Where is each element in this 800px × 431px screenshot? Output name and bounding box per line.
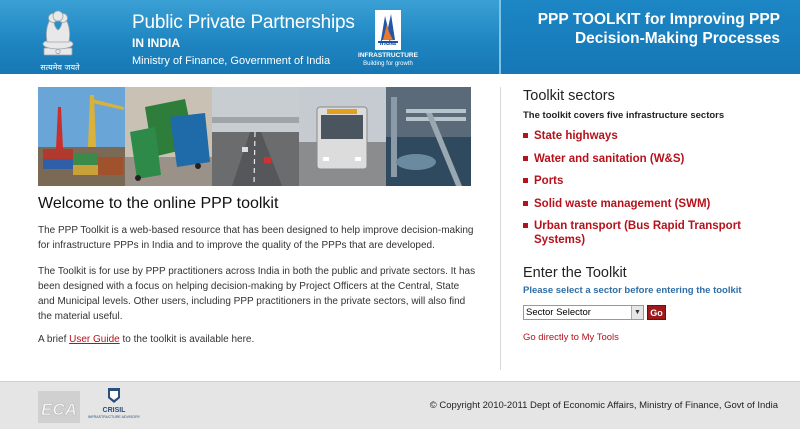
user-guide-prefix: A brief	[38, 334, 70, 345]
sector-selector-dropdown[interactable]	[523, 305, 644, 320]
bus-photo	[299, 87, 386, 186]
my-tools-link[interactable]: Go directly to My Tools	[523, 332, 619, 343]
crisil-logo-text: CRISIL	[102, 407, 126, 414]
sector-label: Water and sanitation (W&S)	[534, 152, 685, 165]
national-emblem-icon	[28, 8, 88, 66]
infrastructure-tagline: Building for growth	[363, 61, 413, 67]
water-treatment-photo	[386, 87, 471, 186]
toolkit-title: PPP TOOLKIT for Improving PPP Decision-Making Processes	[537, 11, 780, 47]
sector-selector-value: Sector Selector	[526, 307, 591, 318]
waste-bins-photo	[125, 87, 212, 186]
sectors-subheading: The toolkit covers five infrastructure sectors	[523, 110, 725, 121]
enter-toolkit-instruction: Please select a sector before entering the toolkit	[523, 285, 742, 296]
bullet-icon	[523, 178, 528, 183]
crisil-logo	[87, 386, 141, 426]
eca-logo	[38, 389, 80, 425]
enter-toolkit-heading: Enter the Toolkit	[523, 265, 627, 281]
sector-link-urban-transport[interactable]	[523, 219, 783, 247]
copyright-text: © Copyright 2010-2011 Dept of Economic Affairs, Ministry of Finance, Govt of India	[429, 400, 778, 411]
sector-label: State highways	[534, 130, 618, 142]
banner-photo-strip	[38, 87, 471, 186]
port-cranes-photo	[38, 87, 125, 186]
header-divider	[499, 0, 501, 74]
sector-link-ports[interactable]	[523, 174, 783, 188]
crisil-logo-subtext: INFRASTRUCTURE ADVISORY	[87, 415, 141, 419]
sector-label: Urban transport (Bus Rapid Transport Systems)	[534, 220, 742, 246]
emblem-motto: सत्यमेव जयते	[40, 63, 80, 72]
sector-link-state-highways[interactable]	[523, 129, 783, 143]
page-footer	[0, 381, 800, 429]
bullet-icon	[523, 201, 528, 206]
column-divider	[500, 87, 501, 370]
india-logo-word: India	[379, 40, 397, 47]
sector-link-solid-waste[interactable]	[523, 197, 783, 211]
welcome-heading: Welcome to the online PPP toolkit	[38, 195, 279, 212]
intro-paragraph: The PPP Toolkit is a web-based resource that has been designed to help improve decision-making for infrastructure PPPs in India and to improve the quality of the PPPs that are developed.	[38, 225, 474, 251]
site-title: Public Private Partnerships	[132, 12, 355, 33]
sector-list	[523, 129, 783, 256]
site-subtitle: IN INDIA	[132, 36, 180, 50]
page-header	[0, 0, 800, 74]
audience-paragraph: The Toolkit is for use by PPP practitioners across India in both the public and private sectors. It has been designed with a focus on helping decision-making by Project Officers at the Central, State and Municipal levels. Other users, including PPP practitioners in the private sectors, will also find the material useful.	[38, 266, 476, 322]
go-button[interactable]: Go	[647, 305, 666, 320]
user-guide-paragraph	[38, 332, 478, 347]
ministry-label: Ministry of Finance, Government of India	[132, 55, 331, 67]
chevron-down-icon: ▼	[631, 306, 643, 319]
highway-photo	[212, 87, 299, 186]
eca-logo-text: ECA	[41, 400, 77, 419]
sectors-heading: Toolkit sectors	[523, 88, 615, 104]
bullet-icon	[523, 133, 528, 138]
user-guide-suffix: to the toolkit is available here.	[119, 334, 255, 345]
user-guide-link[interactable]: User Guide	[69, 334, 120, 345]
sector-label: Solid waste management (SWM)	[534, 197, 711, 210]
india-infrastructure-logo	[358, 10, 418, 70]
sector-label: Ports	[534, 175, 564, 187]
sector-link-water-sanitation[interactable]	[523, 152, 783, 166]
bullet-icon	[523, 223, 528, 228]
infrastructure-logo-word: INFRASTRUCTURE	[358, 52, 418, 59]
bullet-icon	[523, 156, 528, 161]
